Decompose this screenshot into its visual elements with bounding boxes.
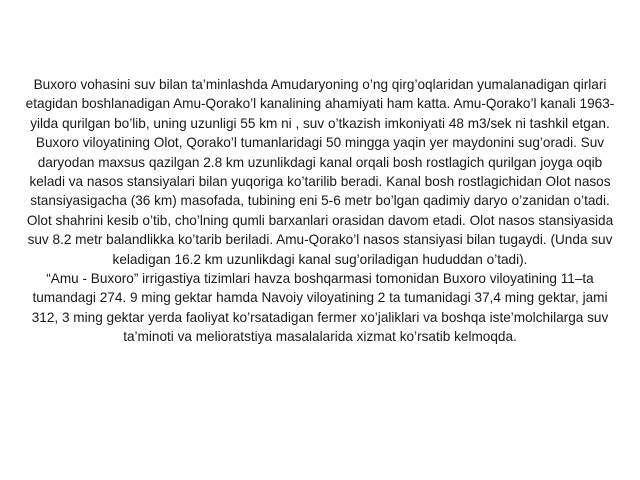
paragraph-1: Buxoro vohasini suv bilan ta’minlashda Amudaryoning o’ng qirg’oqlaridan yumalanadigan qirlari etagidan boshlanadigan Amu-Qorako’l kanalining ahamiyati ham katta. Amu-Qorako’l kanali 1963-yilda qurilgan bo’lib, uning uzunligi 55 km ni , suv o’tkazish imkoniyati 48 m3/sek ni tashkil etgan. Buxoro viloyatining Olot, Qorako’l tumanlaridagi 50 mingga yaqin yer maydonini sug’oradi. Suv daryodan maxsus qazilgan 2.8 km uzunlikdagi kanal orqali bosh rostlagich qurilgan joyga oqib keladi va nasos stansiyalari bilan yuqoriga ko’tarilib beradi. Kanal bosh rostlagichidan Olot nasos stansiyasigacha (36 km) masofada, tubining eni 5-6 metr bo’lgan qadimiy daryo o’zanidan o’tadi. Olot shahrini kesib o’tib, cho’lning qumli barxanlari orasidan davom etadi. Olot nasos stansiyasida suv 8.2 metr balandlikka ko’tarib beriladi. Amu-Qorako’l nasos stansiyasi bilan tugaydi. (Unda suv keladigan 16.2 km uzunlikdagi kanal sug’oriladigan hududdan o’tadi). bbox=[25, 77, 615, 267]
paragraph-2: “Amu - Buxoro” irrigastiya tizimlari havza boshqarmasi tomonidan Buxoro viloyatining 11–ta tumandagi 274. 9 ming gektar hamda Navoiy viloyatining 2 ta tumanidagi 37,4 ming gektar, jami 312, 3 ming gektar yerda faoliyat ko’rsatadigan fermer xo’jaliklari va boshqa iste’molchilarga suv ta’minoti va melioratstiya masalalarida xizmat ko’rsatib kelmoqda. bbox=[31, 271, 609, 345]
text-block bbox=[20, 75, 620, 347]
